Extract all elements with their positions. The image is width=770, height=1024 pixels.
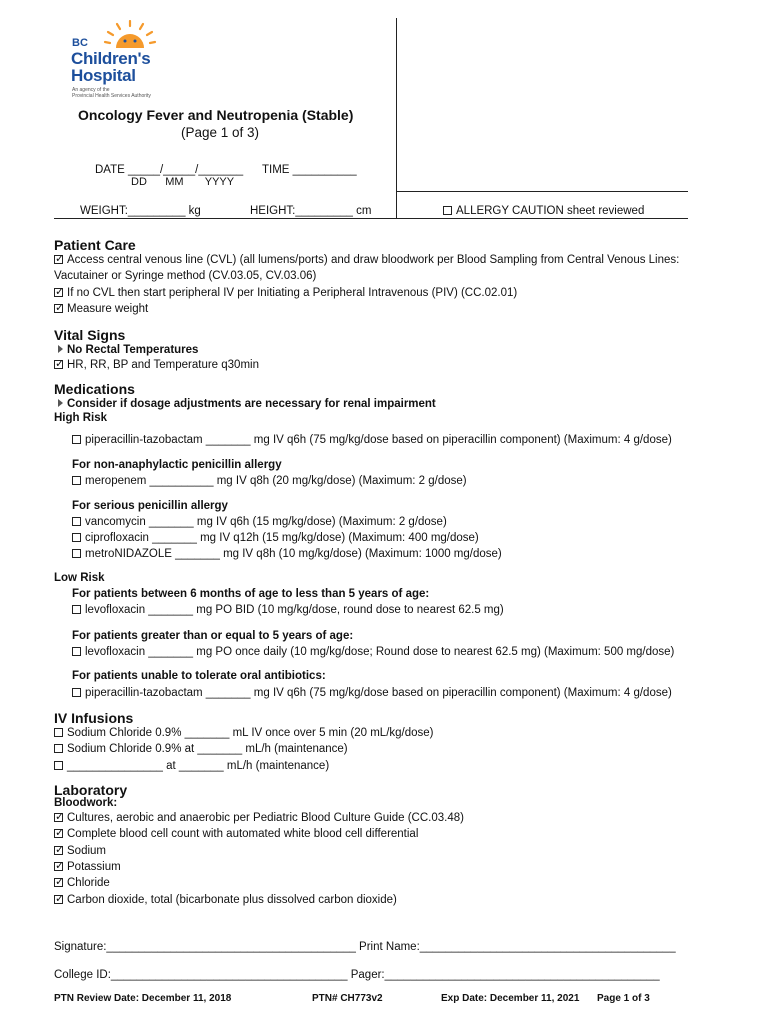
checkbox-checked[interactable] — [54, 813, 63, 822]
lab-label: Chloride — [67, 877, 110, 889]
medications-heading: Medications — [54, 381, 135, 397]
logo-name-line2: Hospital — [71, 66, 136, 85]
checkbox-checked[interactable] — [54, 895, 63, 904]
other-infusion-item[interactable] — [54, 760, 329, 772]
meropenem-item[interactable] — [72, 475, 467, 487]
logo-bc: BC — [72, 37, 88, 49]
checkbox-unchecked[interactable] — [54, 761, 63, 770]
lab-label: Sodium — [67, 845, 106, 857]
lab-item[interactable] — [54, 894, 397, 906]
lab-label: Cultures, aerobic and anaerobic per Pediatric Blood Culture Guide (CC.03.48) — [67, 812, 464, 824]
allergy-caution-checkbox[interactable] — [443, 205, 644, 217]
checkbox-checked[interactable] — [54, 862, 63, 871]
form-page: (Page 1 of 3) — [181, 125, 260, 140]
checkbox-checked[interactable] — [54, 304, 63, 313]
age-5y-heading: For patients greater than or equal to 5 years of age: — [72, 630, 354, 642]
header-divider-vertical — [396, 18, 397, 218]
logo — [64, 20, 184, 102]
pip-tazo-2-label: piperacillin-tazobactam _______ mg IV q6h (75 mg/kg/dose based on piperacillin component) (Maximum: 4 g/dose) — [85, 687, 672, 699]
college-id-field[interactable]: College ID:_____________________________________ Pager:___________________________________________ — [54, 969, 660, 981]
signature-field[interactable]: Signature:_______________________________________ Print Name:________________________________________ — [54, 941, 676, 953]
time-field[interactable]: TIME __________ — [262, 164, 357, 176]
pip-tazo-2-item[interactable] — [72, 687, 672, 699]
age-6m-5y-heading: For patients between 6 months of age to less than 5 years of age: — [72, 588, 430, 600]
meropenem-label: meropenem __________ mg IV q8h (20 mg/kg/dose) (Maximum: 2 g/dose) — [85, 475, 467, 487]
lab-item[interactable] — [54, 812, 464, 824]
metronidazole-label: metroNIDAZOLE _______ mg IV q8h (10 mg/kg/dose) (Maximum: 1000 mg/dose) — [85, 548, 502, 560]
low-risk-label: Low Risk — [54, 572, 105, 584]
checkbox-unchecked[interactable] — [72, 647, 81, 656]
high-risk-label: High Risk — [54, 412, 108, 424]
footer-page: Page 1 of 3 — [597, 993, 650, 1004]
bolus-item[interactable] — [54, 727, 434, 739]
checkbox-checked[interactable] — [54, 255, 63, 264]
checkbox-checked[interactable] — [54, 360, 63, 369]
form-title: Oncology Fever and Neutropenia (Stable) — [78, 107, 354, 123]
logo-agency-1: An agency of the — [72, 87, 110, 93]
metronidazole-item[interactable] — [72, 548, 502, 560]
ciprofloxacin-item[interactable] — [72, 532, 479, 544]
levo-daily-label: levofloxacin _______ mg PO once daily (10 mg/kg/dose; Round dose to nearest 62.5 mg) (Maximum: 500 mg/dose) — [85, 646, 675, 658]
date-format-label: DD MM YYYY — [131, 176, 235, 188]
vancomycin-label: vancomycin _______ mg IV q6h (15 mg/kg/dose) (Maximum: 2 g/dose) — [85, 516, 447, 528]
checkbox-unchecked[interactable] — [443, 206, 452, 215]
oral-unable-heading: For patients unable to tolerate oral antibiotics: — [72, 670, 326, 682]
piv-item[interactable] — [54, 287, 517, 299]
pip-tazo-item[interactable] — [72, 434, 672, 446]
weight-field[interactable]: WEIGHT:_________ kg — [80, 205, 201, 217]
levofloxacin-bid-item[interactable] — [72, 604, 504, 616]
ciprofloxacin-label: ciprofloxacin _______ mg IV q12h (15 mg/kg/dose) (Maximum: 400 mg/dose) — [85, 532, 479, 544]
measure-weight-item[interactable] — [54, 303, 148, 315]
maintenance-label: Sodium Chloride 0.9% at _______ mL/h (maintenance) — [67, 743, 348, 755]
vitals-item[interactable] — [54, 359, 259, 371]
maintenance-item[interactable] — [54, 743, 348, 755]
height-field[interactable]: HEIGHT:_________ cm — [250, 205, 372, 217]
checkbox-unchecked[interactable] — [72, 605, 81, 614]
header-divider-1 — [396, 191, 688, 192]
lab-item[interactable] — [54, 877, 110, 889]
levofloxacin-daily-item[interactable] — [72, 646, 674, 658]
checkbox-unchecked[interactable] — [72, 517, 81, 526]
no-rectal-note: No Rectal Temperatures — [58, 344, 198, 356]
logo-agency-2: Provincial Health Services Authority — [72, 93, 151, 99]
checkbox-unchecked[interactable] — [54, 728, 63, 737]
bolus-label: Sodium Chloride 0.9% _______ mL IV once over 5 min (20 mL/kg/dose) — [67, 727, 434, 739]
lab-item[interactable] — [54, 845, 106, 857]
checkbox-checked[interactable] — [54, 829, 63, 838]
checkbox-checked[interactable] — [54, 288, 63, 297]
other-infusion-label: _______________ at _______ mL/h (maintenance) — [67, 760, 330, 772]
lab-label: Complete blood cell count with automated white blood cell differential — [67, 828, 419, 840]
arrow-right-icon — [58, 345, 63, 353]
checkbox-unchecked[interactable] — [72, 476, 81, 485]
lab-item[interactable] — [54, 861, 121, 873]
header-divider-2 — [54, 218, 688, 219]
serious-allergy-heading: For serious penicillin allergy — [72, 500, 228, 512]
cvl-label: Access central venous line (CVL) (all lumens/ports) and draw bloodwork per Blood Sampling from Central Venous Lines: — [67, 254, 680, 266]
checkbox-checked[interactable] — [54, 846, 63, 855]
checkbox-checked[interactable] — [54, 878, 63, 887]
date-field[interactable]: DATE _____/_____/_______ — [95, 164, 244, 176]
logo-name-line1: Children's — [71, 49, 151, 68]
checkbox-unchecked[interactable] — [72, 533, 81, 542]
piv-label: If no CVL then start peripheral IV per Initiating a Peripheral Intravenous (PIV) (CC.02.01) — [67, 287, 518, 299]
lab-label: Potassium — [67, 861, 121, 873]
lab-item[interactable] — [54, 828, 418, 840]
non-anaph-heading: For non-anaphylactic penicillin allergy — [72, 459, 282, 471]
bloodwork-label: Bloodwork: — [54, 797, 118, 809]
checkbox-unchecked[interactable] — [72, 549, 81, 558]
checkbox-unchecked[interactable] — [54, 744, 63, 753]
vital-signs-heading: Vital Signs — [54, 327, 126, 343]
renal-note: Consider if dosage adjustments are necessary for renal impairment — [58, 398, 436, 410]
iv-infusions-heading: IV Infusions — [54, 710, 134, 726]
laboratory-heading: Laboratory — [54, 782, 128, 798]
vancomycin-item[interactable] — [72, 516, 447, 528]
arrow-right-icon — [58, 399, 63, 407]
sun-icon — [100, 20, 160, 50]
footer-review-date: PTN Review Date: December 11, 2018 — [54, 993, 232, 1004]
footer-ptn: PTN# CH773v2 — [312, 993, 383, 1004]
allergy-label: ALLERGY CAUTION sheet reviewed — [456, 205, 645, 217]
levo-bid-label: levofloxacin _______ mg PO BID (10 mg/kg/dose, round dose to nearest 62.5 mg) — [85, 604, 504, 616]
checkbox-unchecked[interactable] — [72, 688, 81, 697]
lab-label: Carbon dioxide, total (bicarbonate plus dissolved carbon dioxide) — [67, 894, 397, 906]
patient-care-heading: Patient Care — [54, 237, 136, 253]
footer-exp-date: Exp Date: December 11, 2021 — [441, 993, 580, 1004]
cvl-item[interactable] — [54, 254, 679, 266]
checkbox-unchecked[interactable] — [72, 435, 81, 444]
pip-tazo-label: piperacillin-tazobactam _______ mg IV q6h (75 mg/kg/dose based on piperacillin component) (Maximum: 4 g/dose) — [85, 434, 672, 446]
measure-weight-label: Measure weight — [67, 303, 149, 315]
vitals-label: HR, RR, BP and Temperature q30min — [67, 359, 259, 371]
cvl-item-cont: Vacutainer or Syringe method (CV.03.05, CV.03.06) — [54, 270, 317, 282]
